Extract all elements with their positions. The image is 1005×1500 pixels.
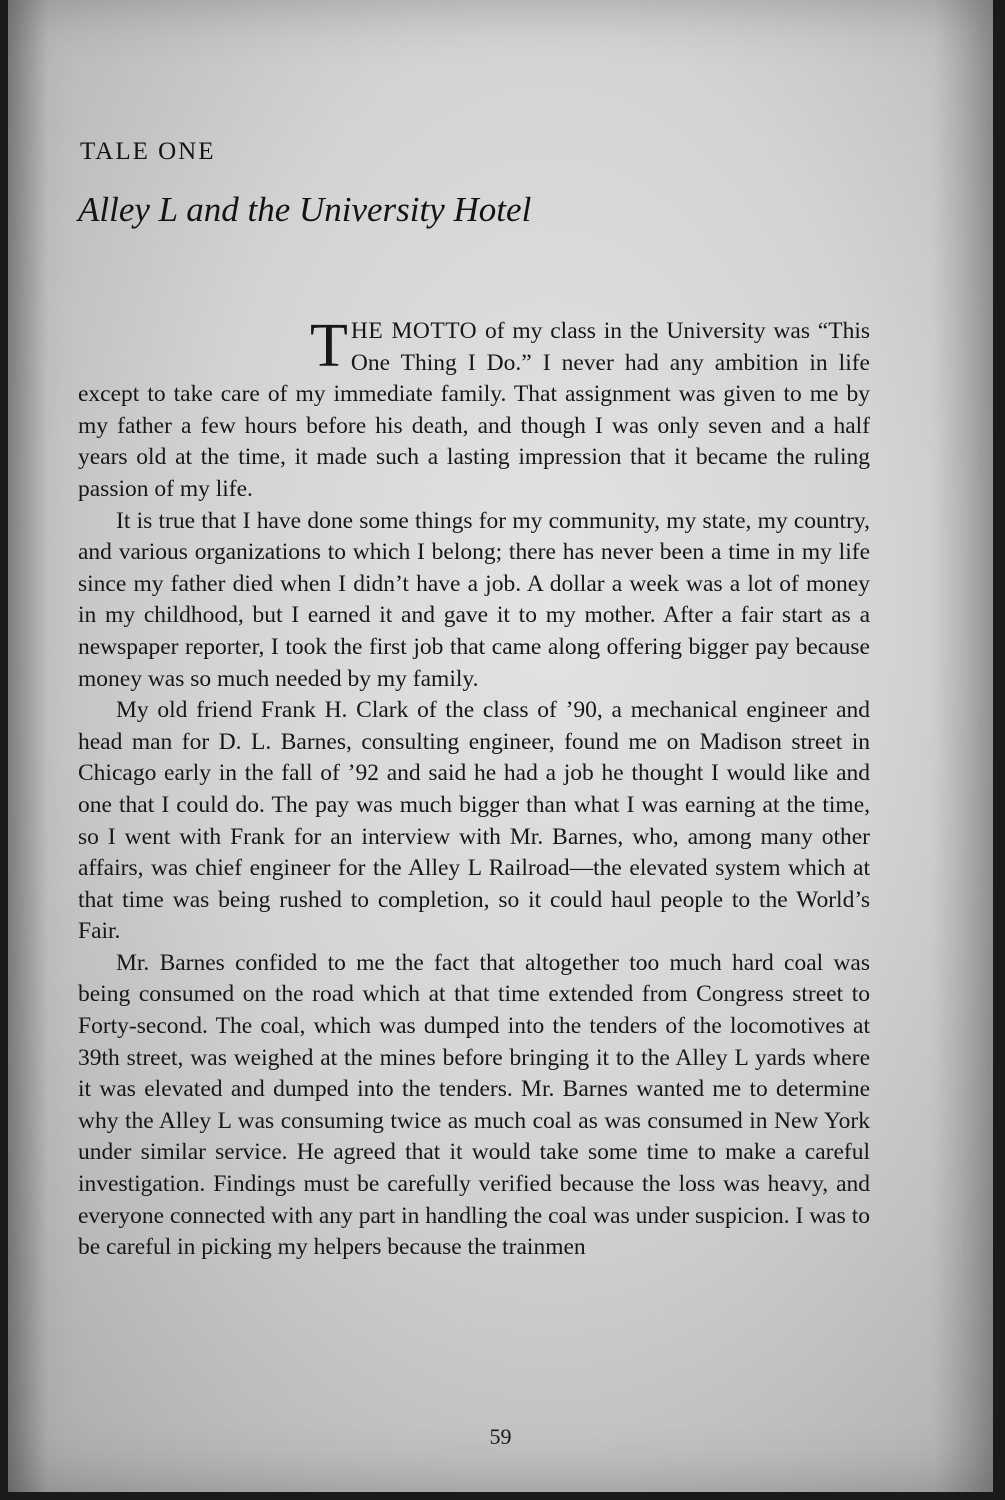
body-text	[78, 312, 870, 1264]
paragraph-4: Mr. Barnes confided to me the fact that altogether too much hard coal was being consumed on the road which at that time extended from Congress street to Forty-second. The coal, which was dumped into the tenders of the locomotives at 39th street, was weighed at the mines before bringing it to the Alley L yards where it was elevated and dumped into the tenders. Mr. Barnes wanted me to determine why the Alley L was consuming twice as much coal as was consumed in New York under similar service. He agreed that it would take some time to make a careful investigation. Findings must be carefully verified because the loss was heavy, and everyone connected with any part in handling the coal was under suspicion. I was to be careful in picking my helpers because the trainmen	[78, 949, 870, 1261]
page-edge-shadow	[933, 0, 993, 1492]
tale-label: TALE ONE	[80, 138, 216, 165]
paragraph-1-text: of my class in the University was “This One Thing I Do.” I never had any ambition in life except to take care of my immediate family. That assignment was given to me by my father a few hours before his death, and though I was only seven and a half years old at the time, it made such a lasting impression that it became the ruling passion of my life.	[78, 318, 870, 502]
page-number: 59	[489, 1424, 512, 1449]
book-page	[8, 0, 993, 1492]
paragraph-1	[78, 312, 870, 506]
page-gutter-shadow	[8, 0, 48, 1492]
paragraph-3: My old friend Frank H. Clark of the class of ’90, a mechanical engineer and head man for D. L. Barnes, consulting engineer, found me on Madison street in Chicago early in the fall of ’92 and said he had a job he thought I would like and one that I could do. The pay was much bigger than what I was earning at the time, so I went with Frank for an interview with Mr. Barnes, who, among many other affairs, was chief engineer for the Alley L Railroad—the elevated system which at that time was being rushed to completion, so it could haul people to the World’s Fair.	[78, 697, 870, 945]
opening-words: HE MOTTO	[350, 318, 478, 344]
chapter-title: Alley L and the University Hotel	[78, 190, 532, 229]
paragraph-2: It is true that I have done some things for my community, my state, my country, and various organizations to which I belong; there has never been a time in my life since my father died when I didn’t have a job. A dollar a week was a lot of money in my childhood, but I earned it and gave it to my mother. After a fair start as a newspaper reporter, I took the first job that came along offering bigger pay because money was so much needed by my family.	[78, 507, 870, 692]
drop-cap: T	[310, 312, 348, 380]
